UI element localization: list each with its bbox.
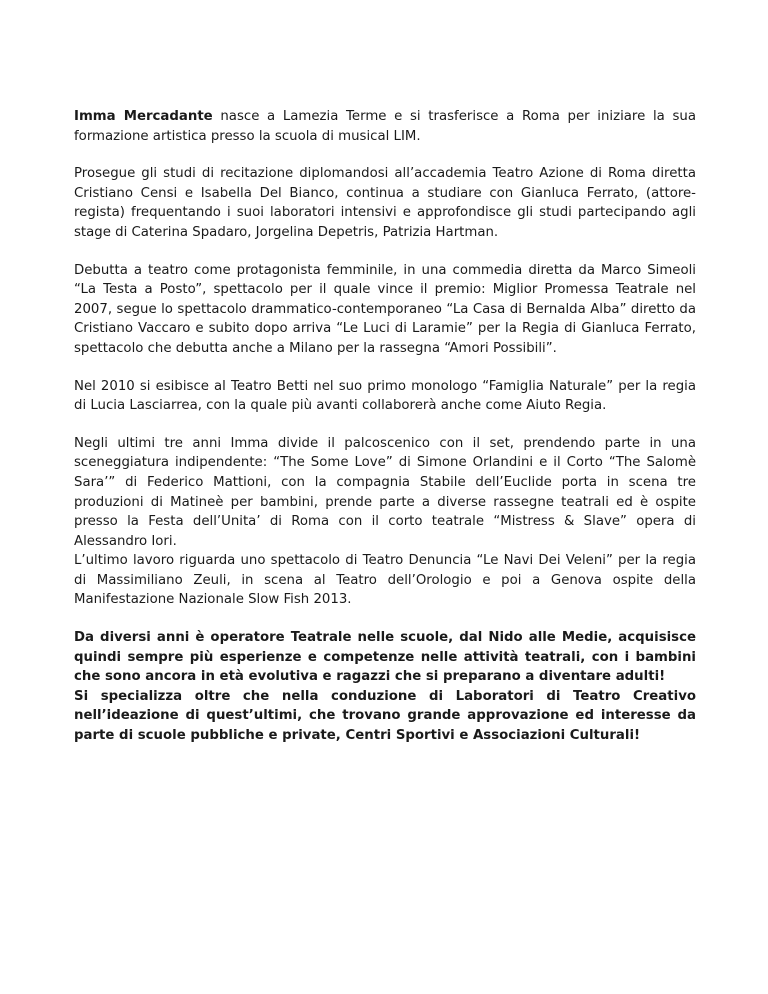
intro-text: nasce a Lamezia Terme e si trasferisce a Roma per iniziare la sua formazione artistica presso la scuola di musical LIM. [74,109,696,144]
intro-paragraph [74,107,696,146]
latest-work-paragraph: L’ultimo lavoro riguarda uno spettacolo di Teatro Denuncia “Le Navi Dei Veleni” per la regia di Massimiliano Zeuli, in scena al Teatro dell’Orologio e poi a Genova ospite della Manifestazione Nazionale Slow Fish 2013. [74,553,696,608]
debut-paragraph: Debutta a teatro come protagonista femminile, in una commedia diretta da Marco Simeoli “La Testa a Posto”, spettacolo per il quale vince il premio: Miglior Promessa Teatrale nel 2007, segue lo spettacolo drammatico-contemporaneo “La Casa di Bernalda Alba” diretto da Cristiano Vaccaro e subito dopo arriva “Le Luci di Laramie” per la Regia di Gianluca Ferrato, spettacolo che debutta anche a Milano per la rassegna “Amori Possibili”. [74,262,696,356]
specialization-paragraph: Si specializza oltre che nella conduzione di Laboratori di Teatro Creativo nell’ideazione di quest’ultimi, che trovano grande approvazione ed interesse da parte di scuole pubbliche e private, Centri Sportivi e Associazioni Culturali! [74,688,696,744]
monologue-paragraph: Nel 2010 si esibisce al Teatro Betti nel suo primo monologo “Famiglia Naturale” per la regia di Lucia Lasciarrea, con la quale più avanti collaborerà anche come Aiuto Regia. [74,378,696,414]
recent-years-paragraph: Negli ultimi tre anni Imma divide il palcoscenico con il set, prendendo parte in una sceneggiatura indipendente: “The Some Love” di Simone Orlandini e il Corto “The Salomè Sara’” di Federico Mattioni, con la compagnia Stabile dell’Euclide porta in scena tre produzioni di Matineè per bambini, prende parte a diverse rassegne teatrali ed è ospite presso la Festa dell’Unita’ di Roma con il corto teatrale “Mistress & Slave” opera di Alessandro Iori. [74,435,696,549]
schools-paragraph: Da diversi anni è operatore Teatrale nelle scuole, dal Nido alle Medie, acquisisce quindi sempre più esperienze e competenze nelle attività teatrali, con i bambini che sono ancora in età evolutiva e ragazzi che si preparano a diventare adulti! [74,630,696,685]
person-name: Imma Mercadante [74,109,213,124]
document-body [74,107,696,746]
studies-paragraph: Prosegue gli studi di recitazione diplomandosi all’accademia Teatro Azione di Roma diretta Cristiano Censi e Isabella Del Bianco, continua a studiare con Gianluca Ferrato, (attore-regista) frequentando i suoi laboratori intensivi e approfondisce gli studi partecipando agli stage di Caterina Spadaro, Jorgelina Depetris, Patrizia Hartman. [74,166,696,240]
